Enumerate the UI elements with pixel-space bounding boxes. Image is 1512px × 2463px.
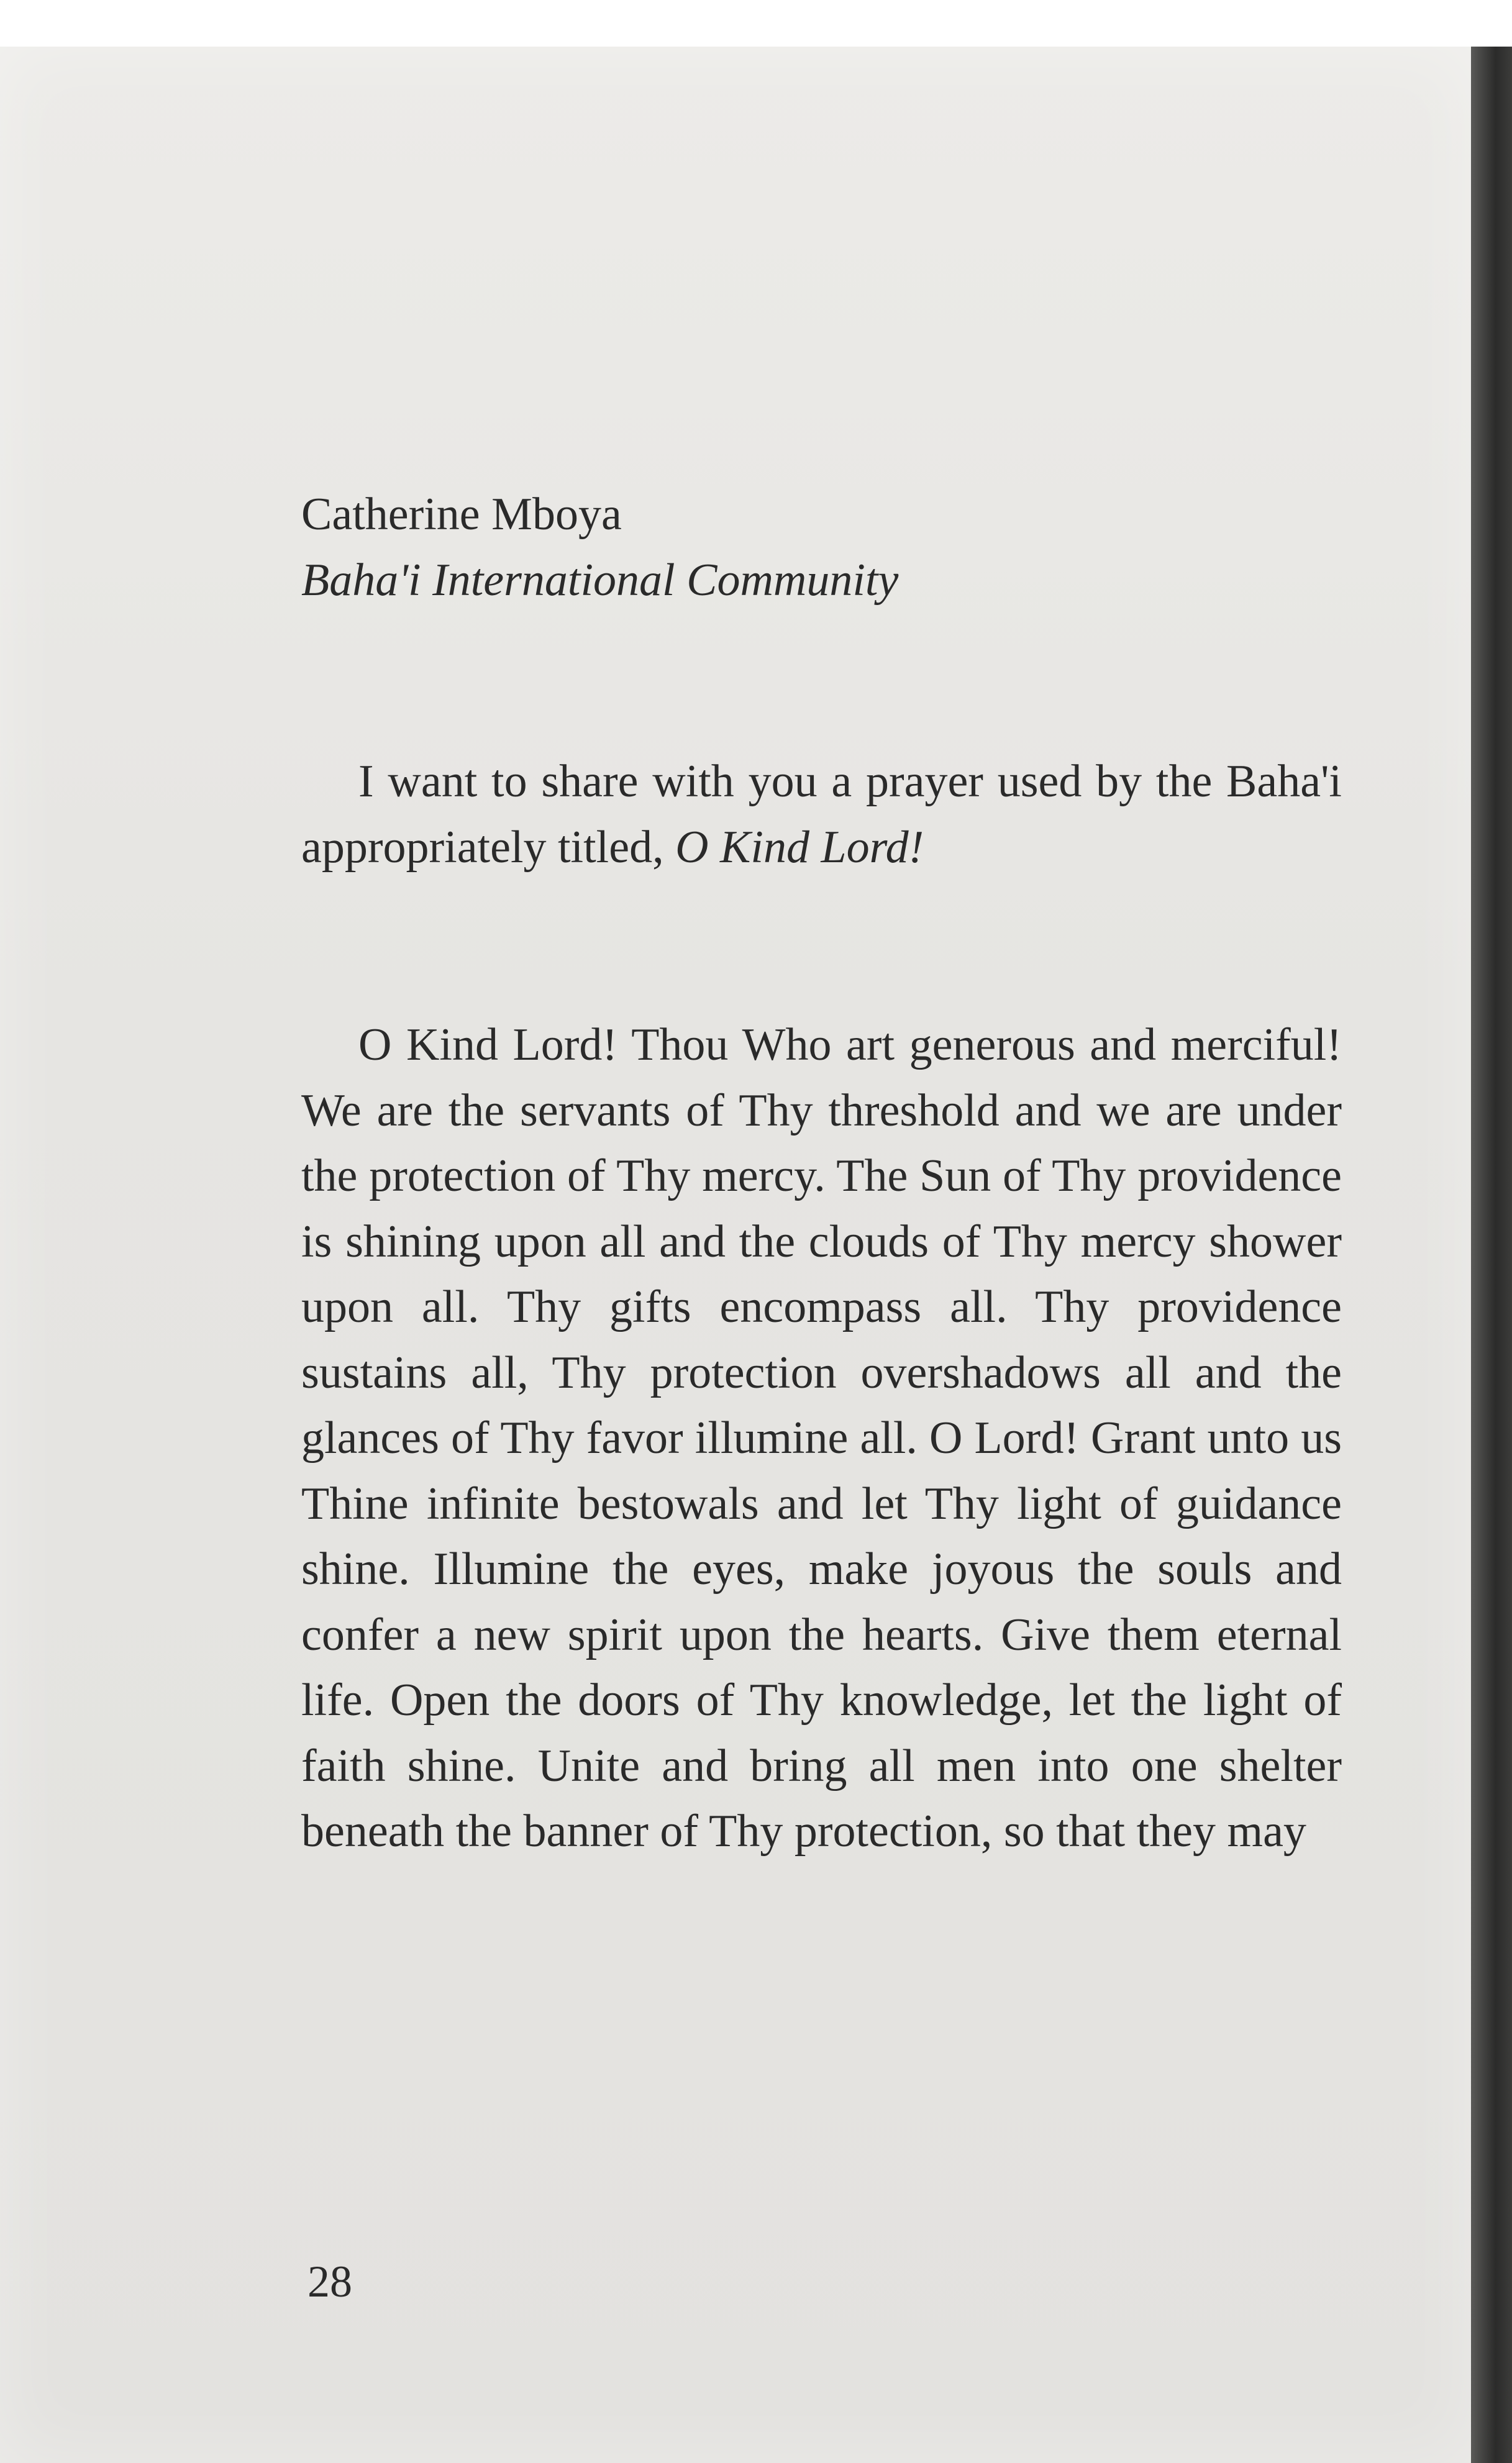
prayer-text: O Kind Lord! Thou Who art generous and merciful! We are the servants of Thy threshold and we are under the protection of Thy mercy. The Sun of Thy providence is shining upon all and the clouds of Thy mercy shower upon all. Thy gifts encompass all. Thy providence sustains all, Thy protection overshadows all and the glances of Thy favor illumine all. O Lord! Grant unto us Thine infinite bestowals and let Thy light of guidance shine. Illumine the eyes, make joyous the souls and confer a new spirit upon the hearts. Give them eternal life. Open the doors of Thy knowledge, let the light of faith shine. Unite and bring all men into one shelter beneath the banner of Thy protection, so that they may bbox=[301, 1019, 1342, 1857]
page-number: 28 bbox=[307, 2257, 352, 2306]
author-block bbox=[301, 481, 1342, 613]
author-name: Catherine Mboya bbox=[301, 489, 622, 540]
author-organization: Baha'i International Community bbox=[301, 555, 899, 606]
prayer-title: O Kind Lord! bbox=[675, 822, 924, 873]
intro-text: I want to share with you a prayer used by the Baha'i appropriately titled, bbox=[301, 756, 1342, 873]
page-edge-shadow bbox=[1471, 47, 1512, 2463]
intro-text-paragraph bbox=[301, 749, 1342, 880]
intro-paragraph bbox=[301, 749, 1342, 880]
prayer-paragraph bbox=[301, 1013, 1342, 1865]
